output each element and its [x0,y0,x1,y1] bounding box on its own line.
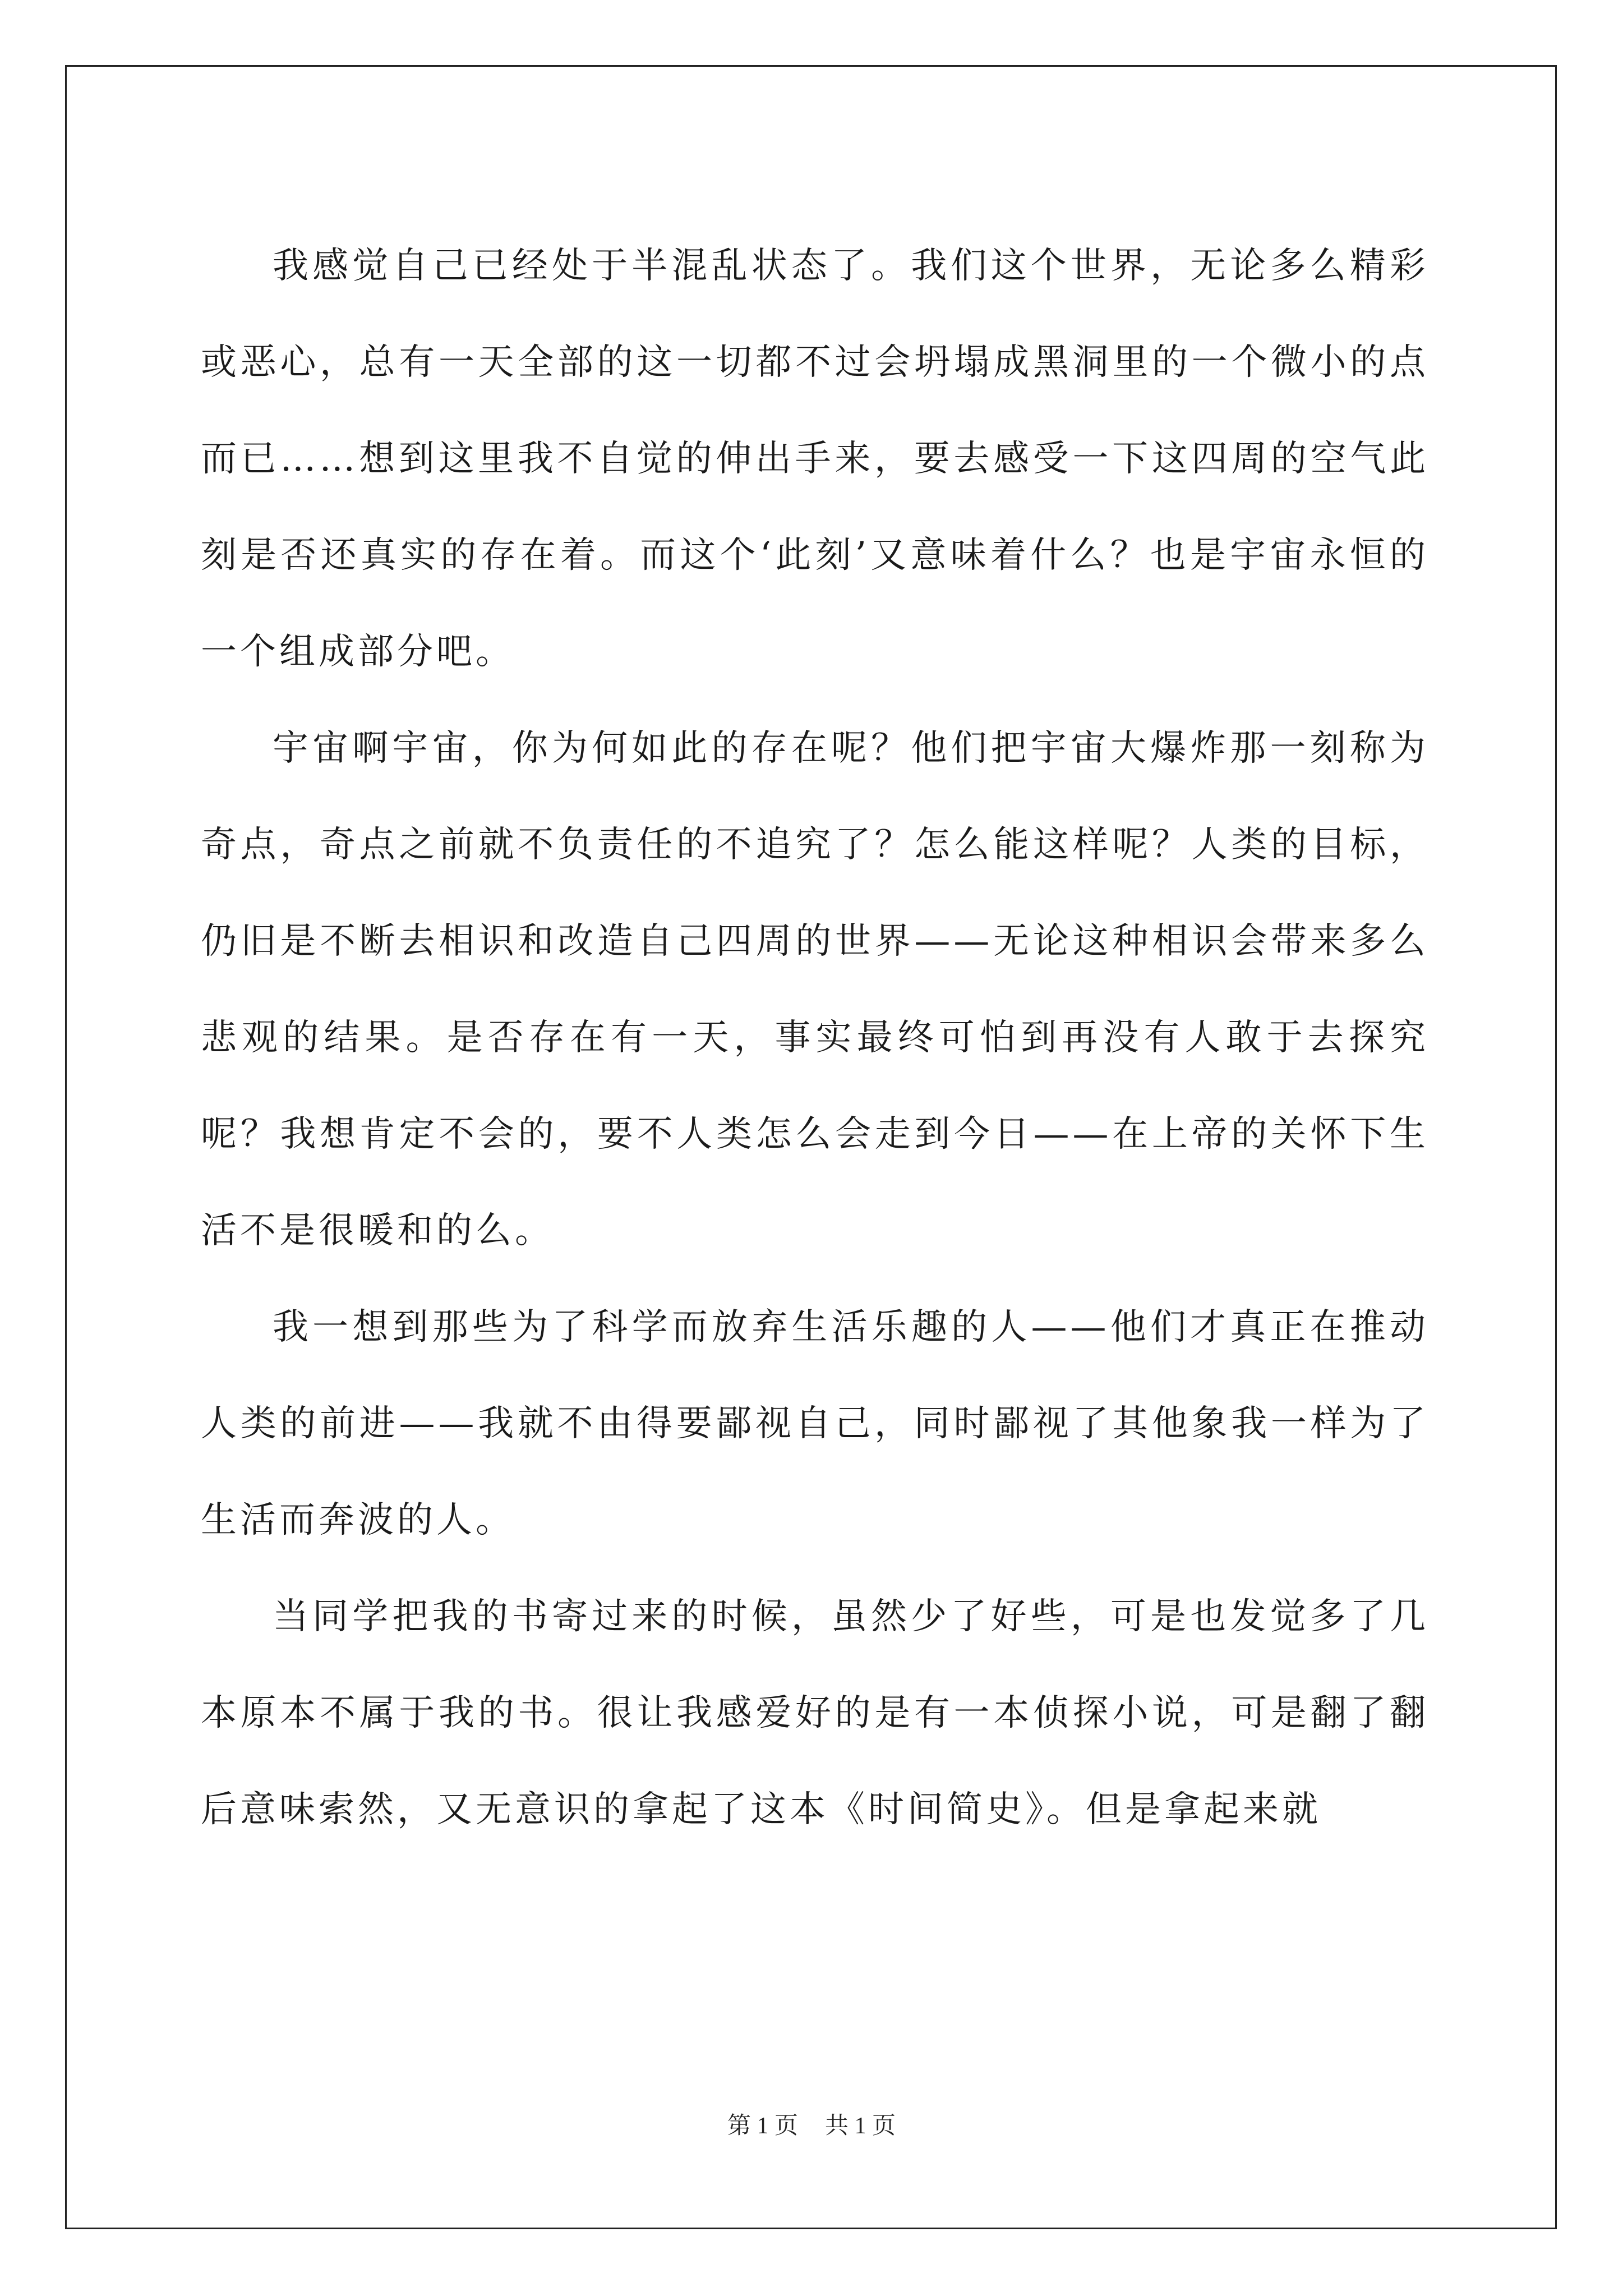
page-number: 第 1 页 [727,2113,798,2139]
paragraph: 当同学把我的书寄过来的时候，虽然少了好些，可是也发觉多了几本原本不属于我的书。很让我感爱好的是有一本侦探小说，可是翻了翻后意味索然，又无意识的拿起了这本《时间简史》。但是拿起来就 [201,1596,1429,1830]
page-footer [0,2107,1623,2141]
document-body [201,218,1429,1858]
paragraph: 我一想到那些为了科学而放弃生活乐趣的人——他们才真正在推动人类的前进——我就不由得要鄙视自己，同时鄙视了其他象我一样为了生活而奔波的人。 [201,1306,1429,1541]
paragraph: 我感觉自己已经处于半混乱状态了。我们这个世界，无论多么精彩或恶心，总有一天全部的这一切都不过会坍塌成黑洞里的一个微小的点而已……想到这里我不自觉的伸出手来，要去感受一下这四周的空气此刻是否还真实的存在着。而这个‘此刻’又意味着什么？也是宇宙永恒的一个组成部分吧。 [201,245,1429,673]
paragraph: 宇宙啊宇宙，你为何如此的存在呢？他们把宇宙大爆炸那一刻称为奇点，奇点之前就不负责任的不追究了？怎么能这样呢？人类的目标，仍旧是不断去相识和改造自己四周的世界——无论这种相识会带来多么悲观的结果。是否存在有一天，事实最终可怕到再没有人敢于去探究呢？我想肯定不会的，要不人类怎么会走到今日——在上帝的关怀下生活不是很暖和的么。 [201,728,1429,1251]
page-total: 共 1 页 [825,2113,896,2139]
